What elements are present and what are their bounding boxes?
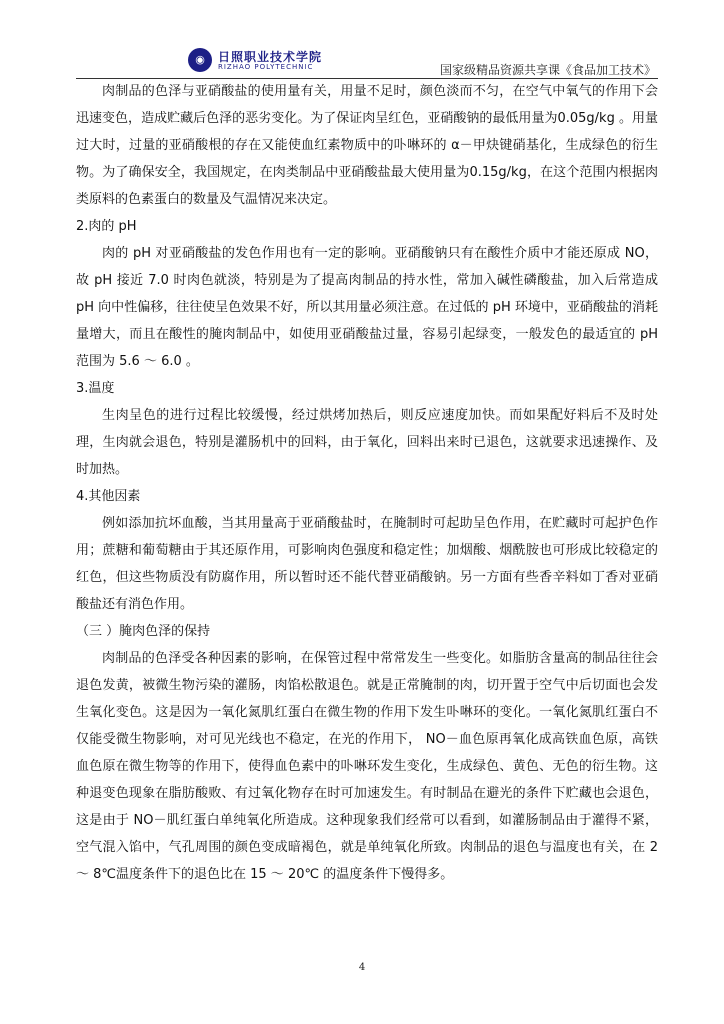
page-number: 4	[358, 962, 366, 973]
document-body	[76, 78, 658, 888]
logo-chinese-name: 日照职业技术学院	[218, 50, 323, 64]
heading-color-retention: （三 ）腌肉色泽的保持	[76, 624, 211, 639]
paragraph-meat-ph: 肉的 pH 对亚硝酸盐的发色作用也有一定的影响。亚硝酸钠只有在酸性介质中才能还原成 NO，故 pH 接近 7.0 时肉色就淡，特别是为了提高肉制品的持水性，常加入碱性磷酸盐，加入后常造成 pH 向中性偏移，往往使呈色效果不好，所以其用量必须注意。在过低的 pH 环境中，亚硝酸盐的消耗量增大，而且在酸性的腌肉制品中，如使用亚硝酸盐过量，容易引起绿变，一般发色的最适宜的 pH 范围为 5.6 ～ 6.0 。	[76, 246, 658, 369]
paragraph-nitrite-dosage: 肉制品的色泽与亚硝酸盐的使用量有关，用量不足时，颜色淡而不匀，在空气中氧气的作用下会迅速变色，造成贮藏后色泽的恶劣变化。为了保证肉呈红色，亚硝酸钠的最低用量为0.05g/kg 。用量过大时，过量的亚硝酸根的存在又能使血红素物质中的卟啉环的 α－甲炔键硝基化，生成绿色的衍生物。为了确保安全，我国规定，在肉类制品中亚硝酸盐最大使用量为0.15g/kg，在这个范围内根据肉类原料的色素蛋白的数量及气温情况来决定。	[76, 84, 658, 207]
emblem-icon: ◉	[188, 48, 212, 72]
heading-temperature: 3.温度	[76, 381, 115, 396]
heading-other-factors: 4.其他因素	[76, 489, 141, 504]
page-header	[76, 44, 658, 79]
logo-english-name: RIZHAO POLYTECHNIC	[218, 63, 314, 71]
paragraph-other-factors: 例如添加抗坏血酸，当其用量高于亚硝酸盐时，在腌制时可起助呈色作用，在贮藏时可起护色作用；蔗糖和葡萄糖由于其还原作用，可影响肉色强度和稳定性；加烟酸、烟酰胺也可形成比较稳定的红色，但这些物质没有防腐作用，所以暂时还不能代替亚硝酸钠。另一方面有些香辛料如丁香对亚硝酸盐还有消色作用。	[76, 516, 658, 612]
paragraph-color-retention: 肉制品的色泽受各种因素的影响，在保管过程中常常发生一些变化。如脂肪含量高的制品往往会退色发黄，被微生物污染的灌肠，肉馅松散退色。就是正常腌制的肉，切开置于空气中后切面也会发生氧化变色。这是因为一氧化氮肌红蛋白在微生物的作用下发生卟啉环的变化。一氧化氮肌红蛋白不仅能受微生物影响，对可见光线也不稳定，在光的作用下， NO－血色原再氧化成高铁血色原，高铁血色原在微生物等的作用下，使得血色素中的卟啉环发生变化，生成绿色、黄色、无色的衍生物。这种退变色现象在脂肪酸败、有过氧化物存在时可加速发生。有时制品在避光的条件下贮藏也会退色，这是由于 NO－肌红蛋白单纯氧化所造成。这种现象我们经常可以看到，如灌肠制品由于灌得不紧，空气混入馅中，气孔周围的颜色变成暗褐色，就是单纯氧化所致。肉制品的退色与温度也有关，在 2 ～ 8℃温度条件下的退色比在 15 ～ 20℃ 的温度条件下慢得多。	[76, 651, 658, 882]
heading-meat-ph: 2.肉的 pH	[76, 219, 137, 234]
course-title: 国家级精品资源共享课《食品加工技术》	[439, 63, 656, 77]
paragraph-temperature: 生肉呈色的进行过程比较缓慢，经过烘烤加热后，则反应速度加快。而如果配好料后不及时处理，生肉就会退色，特别是灌肠机中的回料，由于氧化，回料出来时已退色，这就要求迅速操作、及时加热。	[76, 408, 658, 477]
institution-logo	[188, 48, 388, 76]
